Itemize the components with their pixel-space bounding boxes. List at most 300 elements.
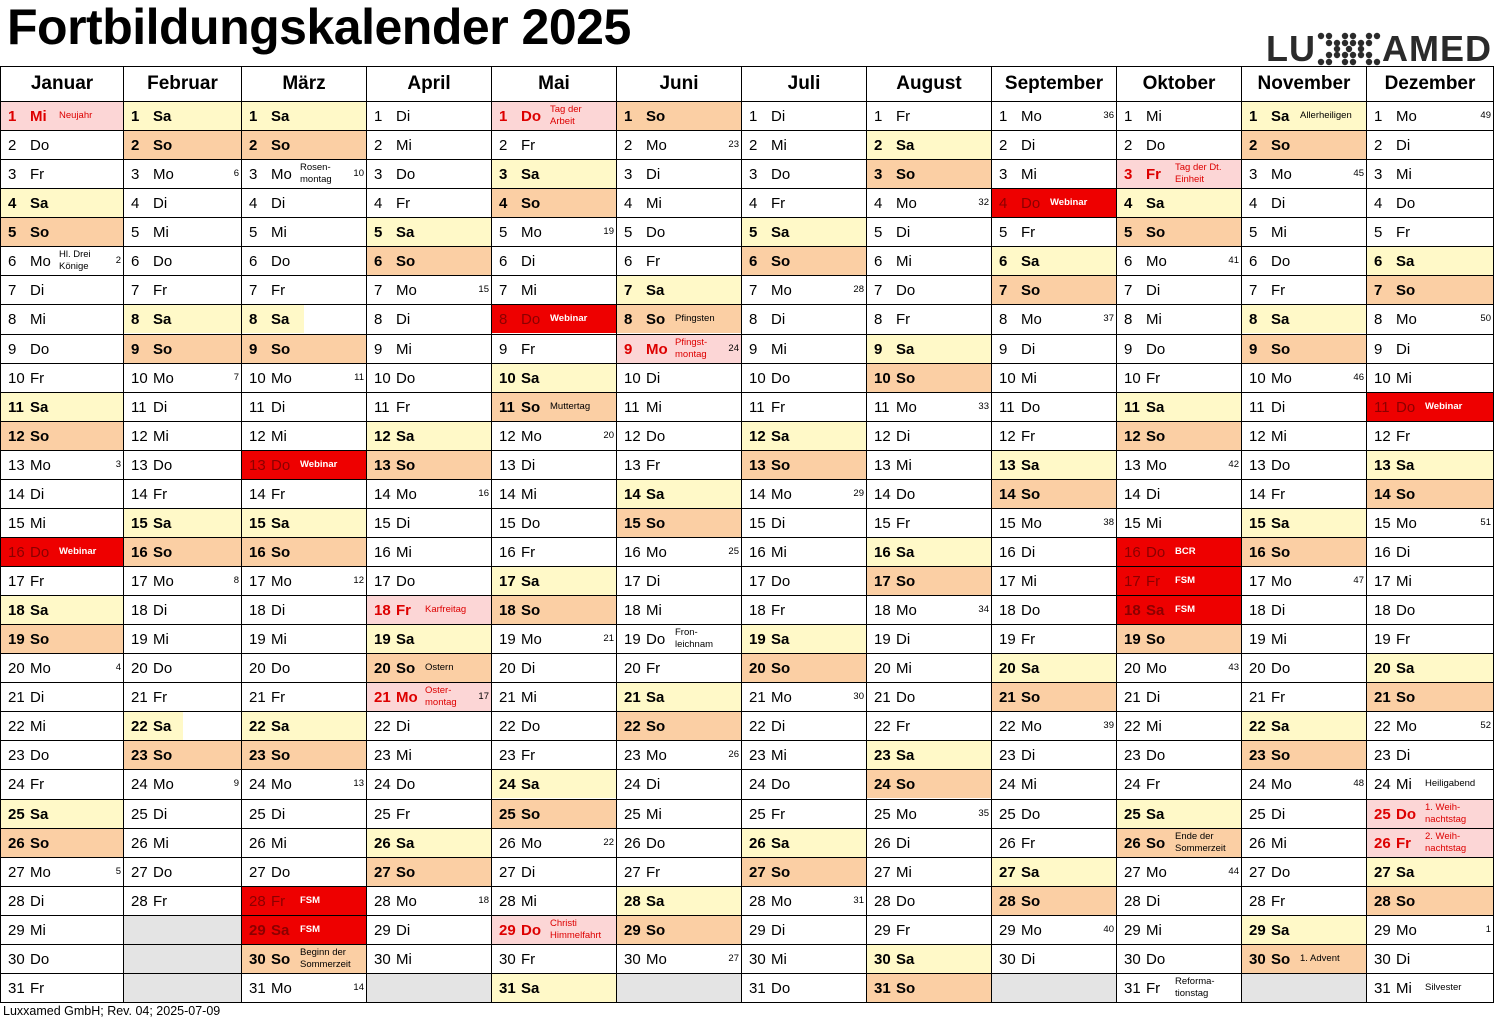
weekday-label: So	[1271, 543, 1291, 561]
day-cell	[124, 537, 242, 566]
week-number: 8	[233, 575, 239, 587]
weekday-label: Mi	[771, 340, 787, 358]
weekday-label: Di	[771, 108, 786, 126]
weekday-label: Di	[896, 631, 911, 649]
day-cell	[1367, 218, 1494, 247]
weekday-label: Do	[30, 137, 50, 155]
weekday-label: Sa	[271, 921, 290, 939]
day-cell	[742, 508, 867, 537]
day-number: 29	[8, 921, 25, 939]
day-row	[1, 508, 1494, 537]
weekday-label: Di	[153, 195, 168, 213]
day-cell	[242, 160, 367, 189]
weekday-label: Fr	[1021, 427, 1036, 445]
day-number: 27	[131, 863, 148, 881]
weekday-label: Fr	[396, 398, 411, 416]
day-cell	[1367, 450, 1494, 479]
day-number: 16	[1249, 543, 1266, 561]
weekday-label: Mo	[521, 224, 542, 242]
day-cell	[617, 305, 742, 334]
weekday-label: Mi	[521, 485, 537, 503]
weekday-label: Di	[646, 573, 661, 591]
day-number: 5	[749, 224, 758, 242]
weekday-label: So	[153, 137, 173, 155]
day-number: 19	[999, 631, 1016, 649]
month-header: Oktober	[1117, 67, 1242, 102]
weekday-label: Fr	[396, 602, 411, 620]
day-cell	[242, 915, 367, 944]
day-cell	[367, 102, 492, 131]
day-cell	[367, 537, 492, 566]
day-number: 25	[874, 805, 891, 823]
day-cell	[242, 450, 367, 479]
day-number: 24	[749, 776, 766, 794]
weekday-label: Sa	[1396, 660, 1415, 678]
weekday-label: Sa	[396, 834, 415, 852]
day-cell	[617, 363, 742, 392]
day-number: 7	[131, 282, 140, 300]
day-number: 22	[1124, 718, 1141, 736]
event-label: FSM	[1175, 575, 1196, 587]
weekday-label: Mi	[1396, 776, 1412, 794]
holiday-note: 1. Weih- nachtstag	[1425, 801, 1467, 825]
weekday-label: So	[646, 108, 666, 126]
day-number: 28	[999, 892, 1016, 910]
day-cell	[242, 363, 367, 392]
day-cell	[1, 276, 124, 305]
weekday-label: Do	[1271, 253, 1291, 271]
weekday-label: Di	[771, 718, 786, 736]
weekday-label: Mo	[1021, 108, 1042, 126]
weekday-label: Sa	[771, 834, 790, 852]
weekday-label: Do	[153, 456, 173, 474]
weekday-label: Sa	[896, 747, 915, 765]
weekday-label: Fr	[1146, 166, 1161, 184]
weekday-label: Di	[396, 108, 411, 126]
day-number: 18	[1249, 602, 1266, 620]
weekday-label: Di	[1146, 282, 1161, 300]
weekday-label: Mi	[646, 398, 662, 416]
week-number: 31	[853, 894, 864, 906]
weekday-label: Mi	[646, 195, 662, 213]
day-cell	[617, 421, 742, 450]
weekday-label: Mo	[1271, 369, 1292, 387]
day-cell	[242, 305, 367, 334]
day-number: 3	[8, 166, 17, 184]
weekday-label: Di	[1146, 892, 1161, 910]
day-number: 22	[1374, 718, 1391, 736]
day-number: 29	[1374, 921, 1391, 939]
day-cell	[492, 276, 617, 305]
weekday-label: So	[153, 747, 173, 765]
day-number: 9	[874, 340, 883, 358]
weekday-label: Mo	[1396, 718, 1417, 736]
day-number: 10	[749, 369, 766, 387]
week-number: 10	[353, 168, 364, 180]
day-cell	[367, 247, 492, 276]
day-number: 28	[8, 892, 25, 910]
weekday-label: Mi	[271, 631, 287, 649]
week-number: 1	[1485, 923, 1491, 935]
day-cell	[124, 596, 242, 625]
day-cell	[992, 654, 1117, 683]
day-cell	[124, 450, 242, 479]
day-number: 12	[131, 427, 148, 445]
weekday-label: Mi	[1271, 224, 1287, 242]
holiday-note: Christi Himmelfahrt	[550, 917, 602, 941]
weekday-label: Mo	[30, 660, 51, 678]
weekday-label: Do	[1271, 456, 1291, 474]
weekday-label: Do	[1021, 195, 1041, 213]
month-header: Mai	[492, 67, 617, 102]
weekday-label: Mi	[271, 224, 287, 242]
day-cell	[742, 305, 867, 334]
weekday-label: Fr	[771, 195, 786, 213]
day-number: 16	[999, 543, 1016, 561]
month-header: Februar	[124, 67, 242, 102]
day-number: 30	[1374, 950, 1391, 968]
week-number: 50	[1480, 313, 1491, 325]
day-number: 15	[749, 514, 766, 532]
weekday-label: Mi	[1396, 369, 1412, 387]
weekday-label: Di	[521, 253, 536, 271]
day-row	[1, 131, 1494, 160]
page-title: Fortbildungskalender 2025	[7, 0, 631, 55]
day-cell	[867, 363, 992, 392]
day-number: 17	[1124, 573, 1141, 591]
week-number: 30	[853, 691, 864, 703]
day-cell	[242, 944, 367, 973]
day-cell	[992, 160, 1117, 189]
weekday-label: Mi	[896, 456, 912, 474]
weekday-label: Sa	[1146, 602, 1165, 620]
empty-cell	[367, 973, 492, 1002]
day-number: 12	[8, 427, 25, 445]
day-number: 2	[874, 137, 883, 155]
day-cell	[617, 625, 742, 654]
day-cell	[492, 102, 617, 131]
day-number: 29	[249, 921, 266, 939]
day-number: 8	[499, 311, 508, 329]
day-number: 16	[1374, 543, 1391, 561]
day-number: 18	[999, 602, 1016, 620]
day-cell	[1117, 276, 1242, 305]
day-number: 15	[1374, 514, 1391, 532]
weekday-label: Mo	[271, 573, 292, 591]
day-number: 10	[1374, 369, 1391, 387]
day-number: 13	[1249, 456, 1266, 474]
weekday-label: Mi	[396, 950, 412, 968]
weekday-label: Sa	[771, 224, 790, 242]
footer-text: Luxxamed GmbH; Rev. 04; 2025-07-09	[3, 1004, 221, 1018]
event-label: FSM	[300, 923, 321, 935]
empty-cell	[992, 973, 1117, 1002]
day-cell	[492, 392, 617, 421]
day-number: 1	[624, 108, 633, 126]
day-number: 31	[8, 979, 25, 997]
day-cell	[1367, 421, 1494, 450]
weekday-label: Fr	[646, 253, 661, 271]
day-cell	[1242, 421, 1367, 450]
day-cell	[1117, 421, 1242, 450]
day-cell	[124, 857, 242, 886]
weekday-label: Di	[521, 863, 536, 881]
weekday-label: So	[1146, 224, 1166, 242]
day-cell	[1, 799, 124, 828]
day-number: 23	[249, 747, 266, 765]
weekday-label: Fr	[1146, 979, 1161, 997]
day-cell	[992, 886, 1117, 915]
day-number: 22	[1249, 718, 1266, 736]
day-number: 26	[249, 834, 266, 852]
day-cell	[1367, 625, 1494, 654]
day-number: 7	[8, 282, 17, 300]
weekday-label: Do	[153, 863, 173, 881]
week-number: 7	[233, 371, 239, 383]
weekday-label: Mo	[1021, 921, 1042, 939]
day-cell	[1367, 857, 1494, 886]
day-cell	[1242, 363, 1367, 392]
week-number: 42	[1228, 458, 1239, 470]
day-number: 27	[1374, 863, 1391, 881]
calendar-table	[0, 66, 1494, 1003]
day-cell	[1, 683, 124, 712]
day-cell	[742, 915, 867, 944]
weekday-label: Do	[271, 253, 291, 271]
day-number: 6	[624, 253, 633, 271]
day-number: 14	[8, 485, 25, 503]
day-number: 10	[249, 369, 266, 387]
weekday-label: So	[1271, 747, 1291, 765]
day-cell	[242, 189, 367, 218]
month-header: Juni	[617, 67, 742, 102]
day-row	[1, 712, 1494, 741]
weekday-label: Mi	[396, 543, 412, 561]
day-row	[1, 276, 1494, 305]
day-cell	[124, 189, 242, 218]
day-cell	[124, 131, 242, 160]
weekday-label: So	[896, 166, 916, 184]
weekday-label: Do	[771, 369, 791, 387]
day-number: 11	[1374, 398, 1390, 416]
weekday-label: Sa	[896, 340, 915, 358]
day-number: 30	[874, 950, 891, 968]
weekday-label: Fr	[30, 166, 45, 184]
day-number: 5	[374, 224, 383, 242]
weekday-label: Di	[30, 689, 45, 707]
day-number: 5	[499, 224, 508, 242]
day-cell	[1117, 973, 1242, 1002]
day-number: 22	[499, 718, 516, 736]
day-number: 2	[131, 137, 140, 155]
day-cell	[992, 421, 1117, 450]
holiday-note: Reforma- tionstag	[1175, 975, 1215, 999]
weekday-label: Do	[1146, 137, 1166, 155]
day-cell	[742, 160, 867, 189]
day-cell	[1367, 973, 1494, 1002]
day-cell	[1, 421, 124, 450]
weekday-label: Di	[1146, 485, 1161, 503]
day-cell	[1, 247, 124, 276]
weekday-label: Fr	[30, 573, 45, 591]
day-number: 2	[374, 137, 383, 155]
day-cell	[742, 421, 867, 450]
holiday-note: 1. Advent	[1300, 952, 1340, 964]
weekday-label: Mi	[1146, 921, 1162, 939]
day-number: 25	[499, 805, 516, 823]
day-cell	[1367, 596, 1494, 625]
day-number: 18	[624, 602, 641, 620]
weekday-label: Di	[271, 602, 286, 620]
day-cell	[1242, 160, 1367, 189]
weekday-label: Fr	[771, 602, 786, 620]
day-cell	[492, 712, 617, 741]
weekday-label: So	[896, 776, 916, 794]
day-number: 26	[499, 834, 516, 852]
week-number: 52	[1480, 720, 1491, 732]
day-number: 5	[874, 224, 883, 242]
weekday-label: Sa	[30, 805, 49, 823]
day-cell	[242, 683, 367, 712]
week-number: 11	[354, 371, 364, 383]
weekday-label: Fr	[1271, 892, 1286, 910]
day-number: 10	[1124, 369, 1141, 387]
weekday-label: Sa	[521, 776, 540, 794]
day-number: 27	[499, 863, 516, 881]
day-cell	[492, 247, 617, 276]
day-cell	[617, 799, 742, 828]
week-number: 13	[353, 778, 364, 790]
day-number: 16	[374, 543, 391, 561]
weekday-label: Fr	[521, 950, 536, 968]
day-number: 12	[499, 427, 516, 445]
weekday-label: Mo	[1271, 573, 1292, 591]
day-number: 2	[8, 137, 17, 155]
day-number: 15	[8, 514, 25, 532]
day-number: 20	[131, 660, 148, 678]
day-cell	[992, 450, 1117, 479]
day-number: 18	[8, 602, 25, 620]
day-cell	[367, 189, 492, 218]
day-cell	[1117, 857, 1242, 886]
weekday-label: Fr	[771, 398, 786, 416]
week-number: 4	[115, 662, 121, 674]
day-number: 9	[499, 340, 508, 358]
day-number: 16	[749, 543, 766, 561]
weekday-label: Sa	[30, 398, 49, 416]
day-number: 10	[624, 369, 641, 387]
day-cell	[1117, 596, 1242, 625]
weekday-label: Sa	[646, 892, 665, 910]
day-cell	[1, 625, 124, 654]
empty-cell	[124, 973, 242, 1002]
week-number: 47	[1353, 575, 1364, 587]
weekday-label: Mi	[646, 805, 662, 823]
day-cell	[867, 799, 992, 828]
day-number: 24	[624, 776, 641, 794]
weekday-label: Mi	[646, 602, 662, 620]
day-cell	[617, 450, 742, 479]
weekday-label: Mi	[771, 747, 787, 765]
day-cell	[1, 944, 124, 973]
day-cell	[1, 915, 124, 944]
weekday-label: Di	[771, 514, 786, 532]
day-number: 12	[249, 427, 266, 445]
day-cell	[242, 799, 367, 828]
day-number: 7	[999, 282, 1008, 300]
weekday-label: Di	[771, 311, 786, 329]
day-number: 3	[624, 166, 633, 184]
weekday-label: Fr	[1396, 834, 1411, 852]
day-number: 9	[8, 340, 17, 358]
week-number: 43	[1228, 662, 1239, 674]
week-number: 41	[1228, 255, 1239, 267]
day-number: 14	[999, 485, 1016, 503]
day-cell	[242, 102, 367, 131]
day-cell	[242, 596, 367, 625]
day-number: 9	[624, 340, 633, 358]
day-cell	[617, 189, 742, 218]
weekday-label: Mo	[153, 573, 174, 591]
day-number: 27	[1124, 863, 1141, 881]
day-cell	[1117, 770, 1242, 799]
weekday-label: Do	[396, 166, 416, 184]
day-number: 22	[624, 718, 641, 736]
day-number: 2	[1124, 137, 1133, 155]
day-cell	[1, 973, 124, 1002]
day-number: 19	[8, 631, 25, 649]
day-cell	[742, 799, 867, 828]
weekday-label: Do	[153, 253, 173, 271]
day-row	[1, 828, 1494, 857]
day-cell	[1242, 799, 1367, 828]
day-cell	[867, 508, 992, 537]
day-number: 7	[1124, 282, 1133, 300]
day-cell	[124, 421, 242, 450]
weekday-label: Mi	[1396, 979, 1412, 997]
day-cell	[867, 915, 992, 944]
day-cell	[492, 596, 617, 625]
event-label: Webinar	[550, 313, 588, 325]
day-cell	[367, 160, 492, 189]
day-cell	[1, 450, 124, 479]
day-row	[1, 770, 1494, 799]
day-cell	[492, 363, 617, 392]
day-number: 17	[999, 573, 1016, 591]
day-cell	[867, 770, 992, 799]
day-cell	[742, 596, 867, 625]
weekday-label: Fr	[271, 485, 286, 503]
day-cell	[1, 102, 124, 131]
day-number: 1	[1124, 108, 1133, 126]
day-cell	[1242, 537, 1367, 566]
day-number: 18	[749, 602, 766, 620]
holiday-note: Beginn der Sommerzeit	[300, 946, 351, 970]
weekday-label: Sa	[1021, 253, 1040, 271]
weekday-label: Mi	[30, 311, 46, 329]
day-cell	[367, 334, 492, 363]
logo-text-right: AMED	[1382, 28, 1492, 69]
day-cell	[1242, 828, 1367, 857]
day-cell	[867, 131, 992, 160]
day-number: 25	[1374, 805, 1391, 823]
day-number: 11	[999, 398, 1015, 416]
holiday-note: Oster- montag	[425, 685, 457, 709]
day-number: 27	[374, 863, 391, 881]
day-number: 30	[1124, 950, 1141, 968]
day-cell	[742, 450, 867, 479]
day-number: 12	[374, 427, 391, 445]
